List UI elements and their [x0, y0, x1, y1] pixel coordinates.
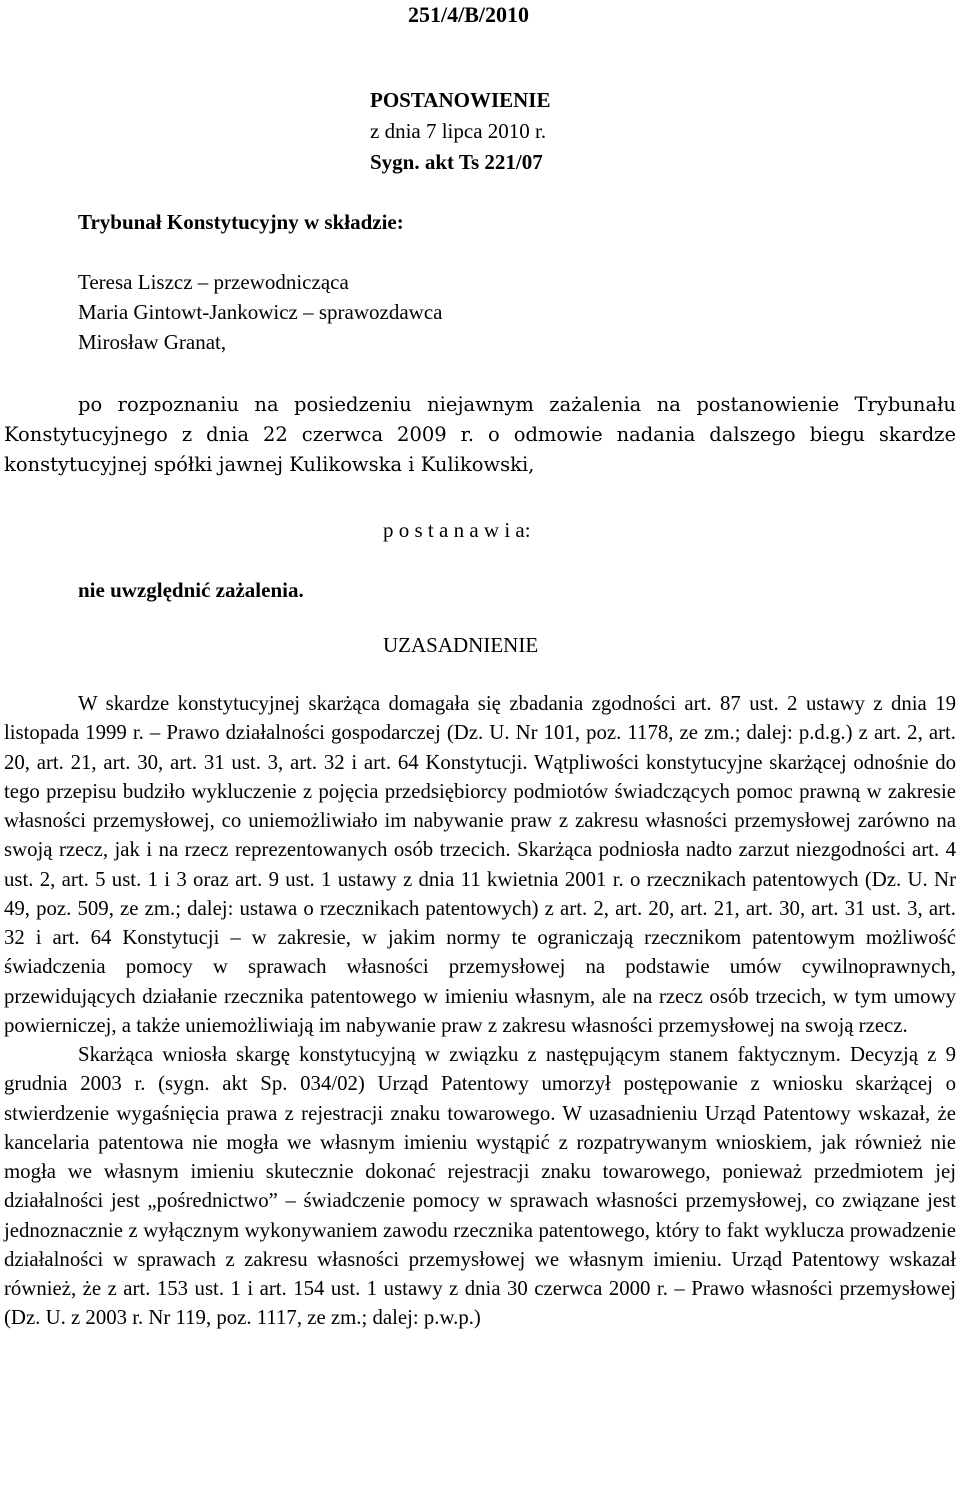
justification-body [4, 689, 956, 1333]
decision-heading: p o s t a n a w i a: [383, 518, 531, 542]
case-number: 251/4/B/2010 [408, 2, 530, 27]
tribunal-heading: Trybunał Konstytucyjny w składzie: [78, 210, 404, 234]
tribunal-member: Maria Gintowt-Jankowicz – sprawozdawca [78, 300, 443, 324]
decision-text: nie uwzględnić zażalenia. [78, 578, 304, 602]
recital-text: po rozpoznaniu na posiedzeniu niejawnym zażalenia na postanowienie Trybunału Konstytucyjnego z dnia 22 czerwca 2009 r. o odmowie nadania dalszego biegu skardze konstytucyjnej spółki jawnej Kulikowska i Kulikowski, [4, 393, 956, 476]
document-date: z dnia 7 lipca 2010 r. [370, 119, 547, 143]
recital-paragraph [4, 390, 956, 480]
tribunal-member: Teresa Liszcz – przewodnicząca [78, 270, 349, 294]
justification-paragraph: W skardze konstytucyjnej skarżąca domagała się zbadania zgodności art. 87 ust. 2 ustawy z dnia 19 listopada 1999 r. – Prawo działalności gospodarczej (Dz. U. Nr 101, poz. 1178, ze zm.; dalej: p.d.g.) z art. 2, art. 20, art. 21, art. 30, art. 31 ust. 3, art. 32 i art. 64 Konstytucji. Wątpliwości konstytucyjne skarżącej odnośnie do tego przepisu budziło wykluczenie z pojęcia przedsiębiorcy podmiotów świadczących pomoc prawną w zakresie własności przemysłowej, co uniemożliwiało im nabywanie praw z zakresu własności przemysłowej zarówno na swoją rzecz, jak i na rzecz reprezentowanych osób trzecich. Skarżąca podniosła nadto zarzut niezgodności art. 4 ust. 2, art. 5 ust. 1 i 3 oraz art. 9 ust. 1 ustawy z dnia 11 kwietnia 2001 r. o rzecznikach patentowych (Dz. U. Nr 49, poz. 509, ze zm.; dalej: ustawa o rzecznikach patentowych) z art. 2, art. 20, art. 21, art. 30, art. 31 ust. 3, art. 32 i art. 64 Konstytucji – w zakresie, w jakim normy te ograniczają rzecznikom patentowym możliwość świadczenia pomocy w sprawach własności przemysłowej na podstawie umów cywilnoprawnych, przewidujących działanie rzecznika patentowego w imieniu własnym, ale na rzecz osób trzecich, w tym umowy powierniczej, a także uniemożliwiają im nabywanie praw z zakresu własności przemysłowej na swoją rzecz. [4, 692, 956, 1037]
justification-heading: UZASADNIENIE [383, 633, 539, 657]
tribunal-member: Mirosław Granat, [78, 330, 227, 354]
document-title: POSTANOWIENIE [370, 88, 551, 112]
justification-paragraph: Skarżąca wniosła skargę konstytucyjną w związku z następującym stanem faktycznym. Decyzją z 9 grudnia 2003 r. (sygn. akt Sp. 034/02) Urząd Patentowy umorzył postępowanie z wniosku skarżącej o stwierdzenie wygaśnięcia prawa z rejestracji znaku towarowego. W uzasadnieniu Urząd Patentowy wskazał, że kancelaria patentowa nie mogła we własnym imieniu wystąpić z rozpatrywanym wnioskiem, jak również nie mogła we własnym imieniu skutecznie dokonać rejestracji znaku towarowego, ponieważ przedmiotem jej działalności jest „pośrednictwo” – świadczenie pomocy w sprawach własności przemysłowej, co związane jest jednoznacznie z wyłącznym wykonywaniem zawodu rzecznika patentowego, który to fakt wyklucza prowadzenie działalności w sprawach z zakresu własności przemysłowej we własnym imieniu. Urząd Patentowy wskazał również, że z art. 153 ust. 1 i art. 154 ust. 1 ustawy z dnia 30 czerwca 2000 r. – Prawo własności przemysłowej (Dz. U. z 2003 r. Nr 119, poz. 1117, ze zm.; dalej: p.w.p.) [4, 1043, 956, 1330]
case-signature: Sygn. akt Ts 221/07 [370, 150, 543, 174]
